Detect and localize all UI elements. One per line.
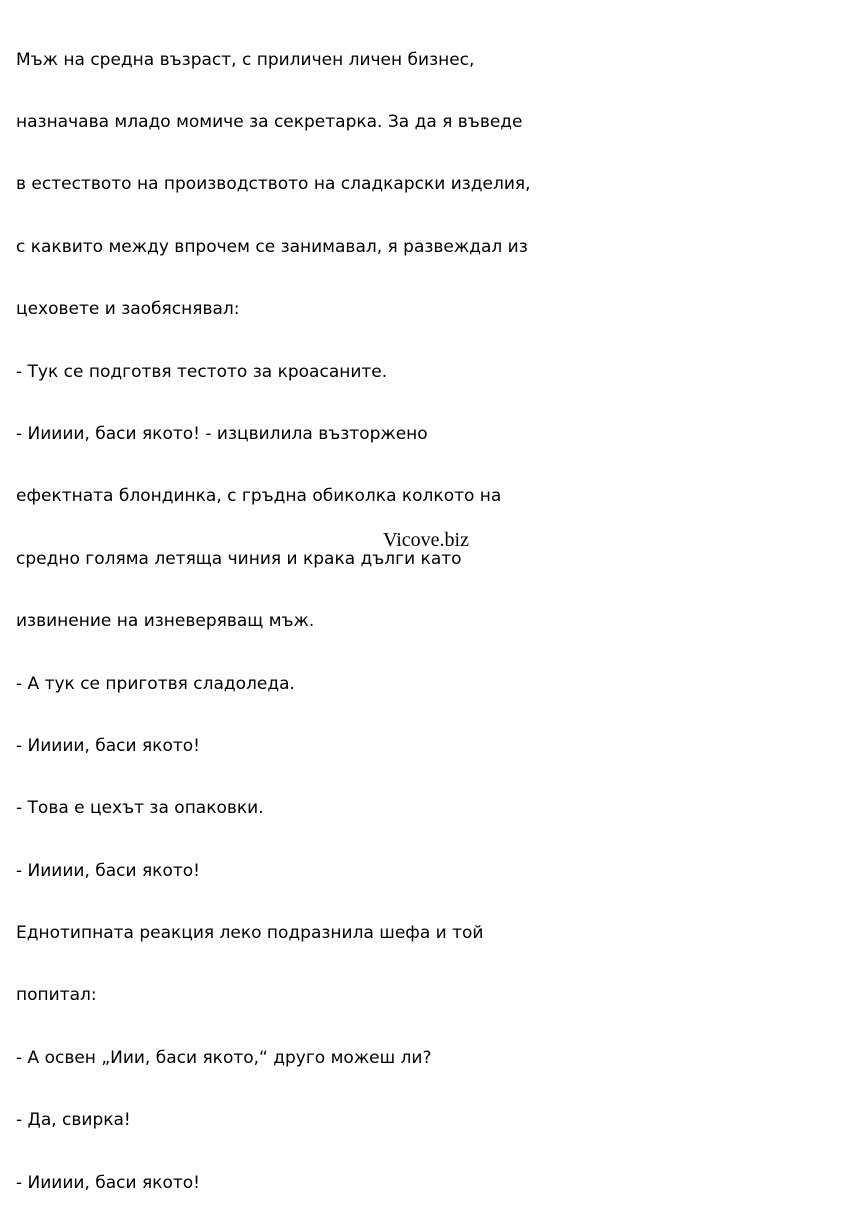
joke-line: назначава младо момиче за секретарка. За да я въведе (16, 111, 523, 132)
joke-line: Мъж на средна възраст, с приличен личен бизнес, (16, 49, 475, 70)
joke-line: цеховете и заобяснявал: (16, 299, 240, 320)
joke-line: с каквито между впрочем се занимавал, я развеждал из (16, 236, 528, 257)
joke-line: Еднотипната реакция леко подразнила шефа и той (16, 923, 484, 944)
joke-line: - А освен „Иии, баси якото,“ друго можеш ли? (16, 1047, 432, 1068)
joke-text (16, 8, 836, 1214)
joke-line: средно голяма летяща чиния и крака дълги като (16, 548, 462, 569)
joke-line: - А тук се приготвя сладоледа. (16, 673, 295, 694)
joke-line: - Иииии, баси якото! (16, 860, 200, 881)
joke-line: - Това е цехът за опаковки. (16, 798, 264, 819)
site-watermark: Vicove.biz (383, 529, 469, 551)
joke-line: попитал: (16, 985, 97, 1006)
joke-line: ефектната блондинка, с гръдна обиколка колкото на (16, 486, 502, 507)
joke-line: - Иииии, баси якото! (16, 1172, 200, 1193)
joke-line: - Да, свирка! (16, 1110, 131, 1131)
joke-line: - Иииии, баси якото! - изцвилила възторжено (16, 423, 428, 444)
joke-line: - Иииии, баси якото! (16, 735, 200, 756)
joke-line: в естеството на производството на сладкарски изделия, (16, 174, 531, 195)
joke-line: - Тук се подготвя тестото за кроасаните. (16, 361, 388, 382)
joke-line: извинение на изневеряващ мъж. (16, 611, 315, 632)
